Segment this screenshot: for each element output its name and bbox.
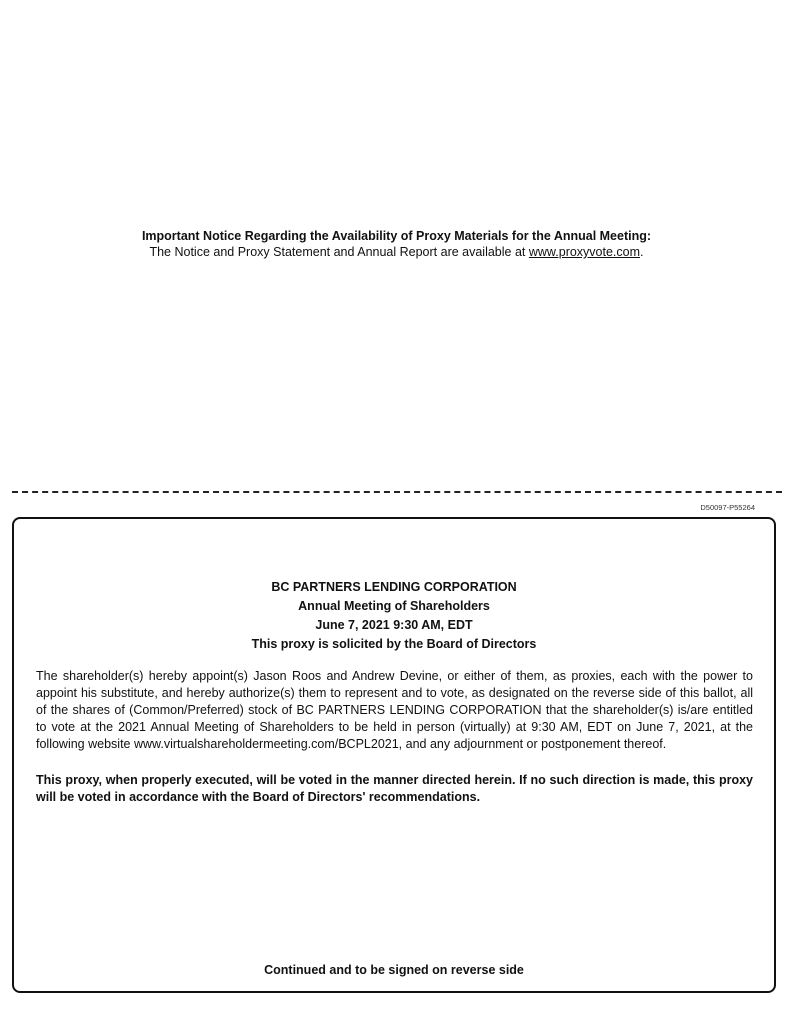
continued-notice: Continued and to be signed on reverse side [264,963,524,977]
voting-instruction-paragraph: This proxy, when properly executed, will be voted in the manner directed herein. If no such direction is made, this proxy will be voted in accordance with the Board of Directors' recommendations. [36,773,753,804]
notice-body-period: . [640,245,644,259]
solicitation-line: This proxy is solicited by the Board of Directors [251,637,537,651]
meeting-name: Annual Meeting of Shareholders [298,599,490,613]
notice-body-text: The Notice and Proxy Statement and Annual Report are available at [149,245,529,259]
proxy-card-heading [14,578,774,654]
meeting-datetime: June 7, 2021 9:30 AM, EDT [315,618,473,632]
detach-dashed-line [12,491,782,493]
notice-title: Important Notice Regarding the Availability of Proxy Materials for the Annual Meeting: [141,229,652,243]
appointment-paragraph: The shareholder(s) hereby appoint(s) Jason Roos and Andrew Devine, or either of them, as proxies, each with the power to appoint his substitute, and hereby authorize(s) them to represent and to vote, as designated on the reverse side of this ballot, all of the shares of (Common/Preferred) stock of BC PARTNERS LENDING CORPORATION that the shareholder(s) is/are entitled to vote at the 2021 Annual Meeting of Shareholders to be held in person (virtually) at 9:30 AM, EDT on June 7, 2021, at the following website www.virtualshareholdermeeting.com/BCPL2021, and any adjournment or postponement thereof. [36,669,753,751]
company-name: BC PARTNERS LENDING CORPORATION [271,580,517,594]
availability-notice [0,228,793,260]
proxy-card [12,517,776,993]
notice-body [0,244,793,260]
document-code: D50097-P55264 [700,503,755,512]
proxyvote-link[interactable]: www.proxyvote.com [528,245,641,259]
